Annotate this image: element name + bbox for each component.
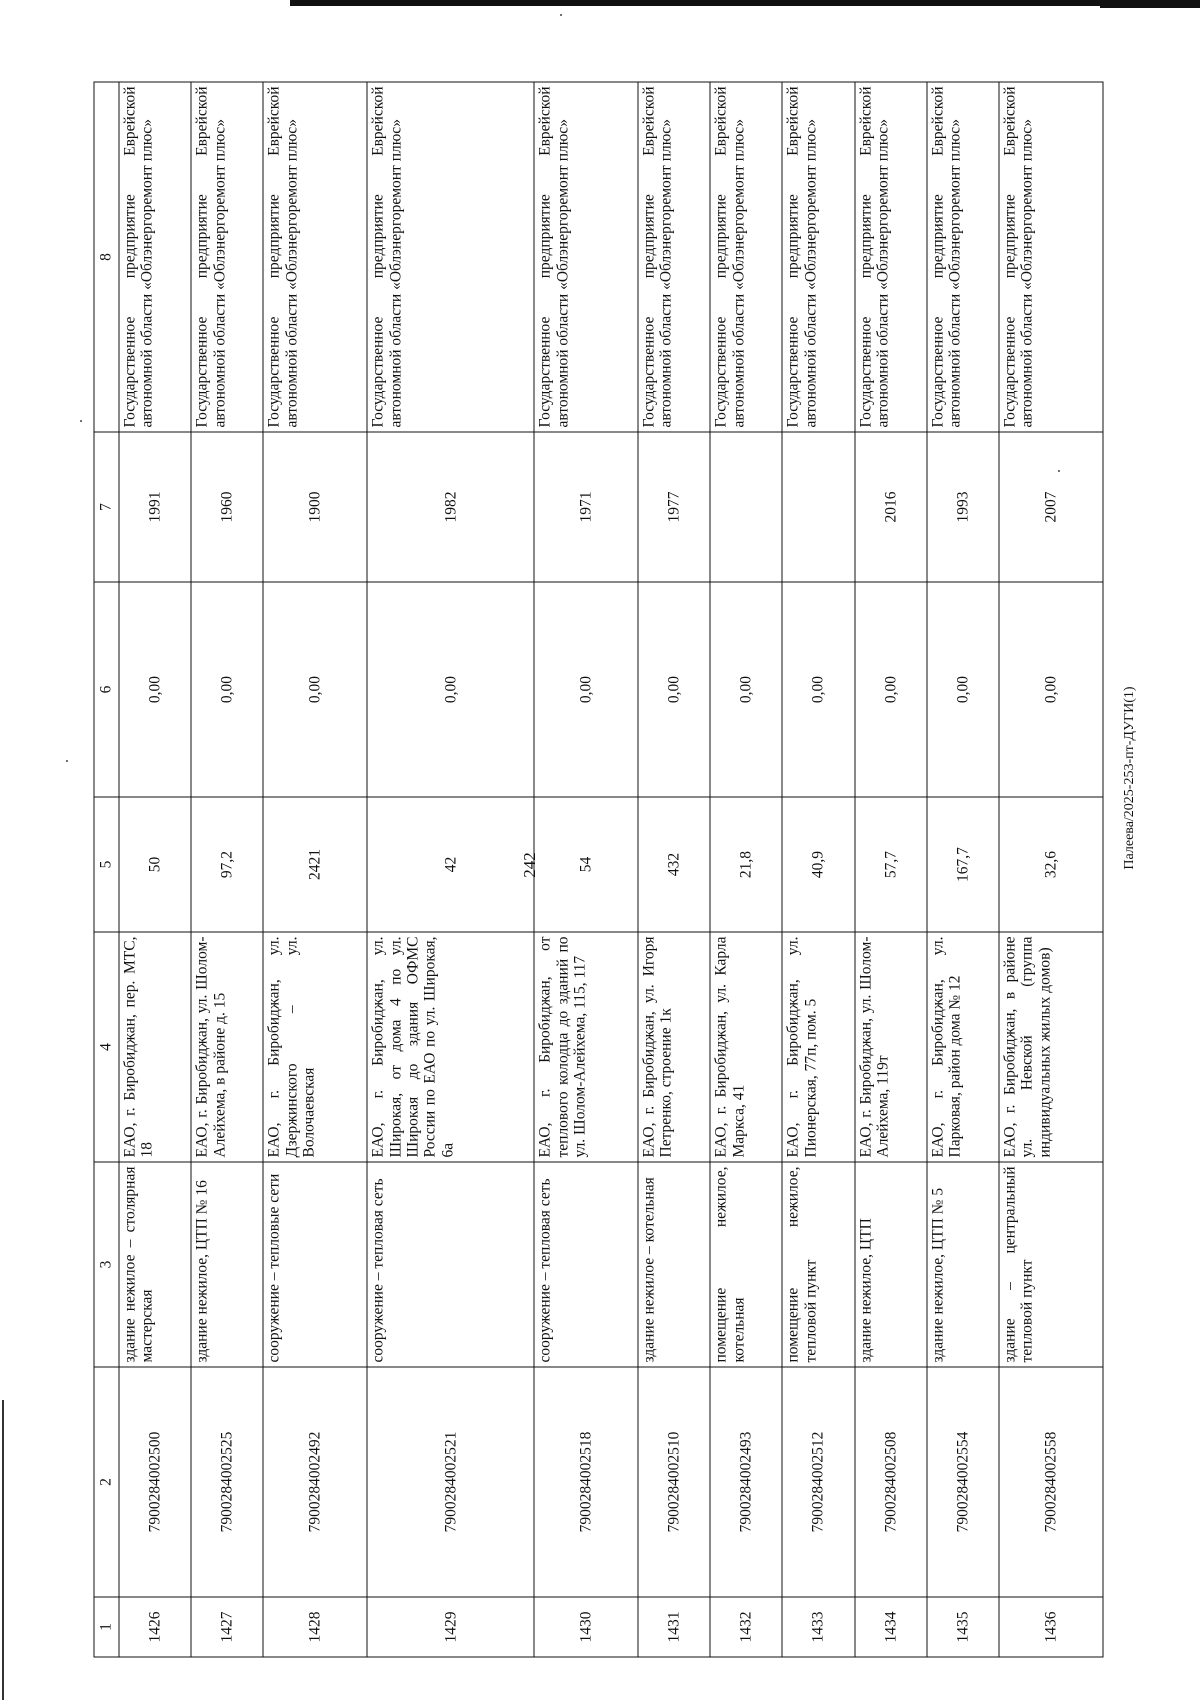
registry-number: 7900284002521 bbox=[367, 1367, 534, 1597]
object-year: 2007 bbox=[999, 432, 1103, 582]
object-name: здание нежилое – котельная bbox=[637, 1162, 709, 1367]
col-header-6: 6 bbox=[94, 582, 119, 797]
row-number: 1435 bbox=[926, 1597, 998, 1657]
row-number: 1428 bbox=[263, 1597, 367, 1657]
registry-number: 7900284002554 bbox=[926, 1367, 998, 1597]
object-value: 0,00 bbox=[367, 582, 534, 797]
object-name: сооружение – тепловые сети bbox=[263, 1162, 367, 1367]
registry-number: 7900284002493 bbox=[710, 1367, 782, 1597]
table-row bbox=[191, 82, 263, 1657]
row-number: 1429 bbox=[367, 1597, 534, 1657]
object-address: ЕАО, г. Биробиджан, пер. МТС, 18 bbox=[119, 932, 191, 1162]
object-year: 2016 bbox=[854, 432, 926, 582]
object-owner: Государственное предприятие Еврейской автономной области «Облэнергоремонт плюс» bbox=[119, 82, 191, 432]
object-owner: Государственное предприятие Еврейской автономной области «Облэнергоремонт плюс» bbox=[710, 82, 782, 432]
col-header-5: 5 bbox=[94, 797, 119, 932]
object-name: здание нежилое, ЦТП № 5 bbox=[926, 1162, 998, 1367]
object-year: 1960 bbox=[191, 432, 263, 582]
object-value: 0,00 bbox=[263, 582, 367, 797]
registry-number: 7900284002510 bbox=[637, 1367, 709, 1597]
table-header-row bbox=[94, 82, 119, 1657]
object-value: 0,00 bbox=[854, 582, 926, 797]
table-row bbox=[637, 82, 709, 1657]
object-owner: Государственное предприятие Еврейской автономной области «Облэнергоремонт плюс» bbox=[191, 82, 263, 432]
object-area: 57,7 bbox=[854, 797, 926, 932]
scan-speck bbox=[80, 420, 82, 422]
object-address: ЕАО, г. Биробиджан, ул. Широкая, от дома 4 по ул. Широкая до здания ОФМС России по ЕАО по ул. Широкая, 6а bbox=[367, 932, 534, 1162]
row-number: 1434 bbox=[854, 1597, 926, 1657]
object-name: помещение нежилое, тепловой пункт bbox=[782, 1162, 854, 1367]
row-number: 1433 bbox=[782, 1597, 854, 1657]
object-address: ЕАО, г. Биробиджан, ул. Шолом-Алейхема, 119т bbox=[854, 932, 926, 1162]
table-row bbox=[263, 82, 367, 1657]
object-year: 1977 bbox=[637, 432, 709, 582]
object-value: 0,00 bbox=[534, 582, 638, 797]
object-address: ЕАО, г. Биробиджан, от теплового колодца до зданий по ул. Шолом-Алейхема, 115, 117 bbox=[534, 932, 638, 1162]
object-year: 1993 bbox=[926, 432, 998, 582]
document-code: Палеева/2025-253-пт-ДУГИ(1) bbox=[1122, 686, 1137, 870]
row-number: 1436 bbox=[999, 1597, 1103, 1657]
col-header-4: 4 bbox=[94, 932, 119, 1162]
object-owner: Государственное предприятие Еврейской автономной области «Облэнергоремонт плюс» bbox=[637, 82, 709, 432]
registry-number: 7900284002525 bbox=[191, 1367, 263, 1597]
object-owner: Государственное предприятие Еврейской автономной области «Облэнергоремонт плюс» bbox=[782, 82, 854, 432]
object-name: здание нежилое, ЦТП bbox=[854, 1162, 926, 1367]
object-year bbox=[710, 432, 782, 582]
object-area: 432 bbox=[637, 797, 709, 932]
object-area: 54 bbox=[534, 797, 638, 932]
table-area bbox=[93, 82, 1103, 1657]
object-year: 1991 bbox=[119, 432, 191, 582]
object-area: 2421 bbox=[263, 797, 367, 932]
object-address: ЕАО, г. Биробиджан, в районе ул. Невской (группа индивидуальных жилых домов) bbox=[999, 932, 1103, 1162]
object-area: 21,8 bbox=[710, 797, 782, 932]
object-owner: Государственное предприятие Еврейской автономной области «Облэнергоремонт плюс» bbox=[854, 82, 926, 432]
object-address: ЕАО, г. Биробиджан, ул. Карла Маркса, 41 bbox=[710, 932, 782, 1162]
object-address: ЕАО, г. Биробиджан, ул. Дзержинского – ул. Волочаевская bbox=[263, 932, 367, 1162]
table-row bbox=[854, 82, 926, 1657]
registry-number: 7900284002558 bbox=[999, 1367, 1103, 1597]
object-name: помещение нежилое, котельная bbox=[710, 1162, 782, 1367]
object-name: здание нежилое – столярная мастерская bbox=[119, 1162, 191, 1367]
registry-number: 7900284002500 bbox=[119, 1367, 191, 1597]
table-row bbox=[119, 82, 191, 1657]
col-header-7: 7 bbox=[94, 432, 119, 582]
object-owner: Государственное предприятие Еврейской автономной области «Облэнергоремонт плюс» bbox=[263, 82, 367, 432]
col-header-1: 1 bbox=[94, 1597, 119, 1657]
table-row bbox=[367, 82, 534, 1657]
object-value: 0,00 bbox=[999, 582, 1103, 797]
col-header-3: 3 bbox=[94, 1162, 119, 1367]
object-address: ЕАО, г. Биробиджан, ул. Шолом-Алейхема, в районе д. 15 bbox=[191, 932, 263, 1162]
object-owner: Государственное предприятие Еврейской автономной области «Облэнергоремонт плюс» bbox=[534, 82, 638, 432]
table-row bbox=[710, 82, 782, 1657]
object-year bbox=[782, 432, 854, 582]
table-row bbox=[534, 82, 638, 1657]
object-value: 0,00 bbox=[926, 582, 998, 797]
page-number: 242 bbox=[520, 852, 539, 878]
object-area: 42 bbox=[367, 797, 534, 932]
scan-top-edge-tail bbox=[1100, 4, 1200, 8]
object-address: ЕАО, г. Биробиджан, ул. Парковая, район дома № 12 bbox=[926, 932, 998, 1162]
object-name: сооружение – тепловая сеть bbox=[534, 1162, 638, 1367]
table-row bbox=[999, 82, 1103, 1657]
object-area: 40,9 bbox=[782, 797, 854, 932]
object-year: 1971 bbox=[534, 432, 638, 582]
object-area: 167,7 bbox=[926, 797, 998, 932]
object-value: 0,00 bbox=[119, 582, 191, 797]
col-header-2: 2 bbox=[94, 1367, 119, 1597]
row-number: 1430 bbox=[534, 1597, 638, 1657]
rotated-table-wrapper bbox=[93, 82, 1103, 1657]
row-number: 1427 bbox=[191, 1597, 263, 1657]
object-area: 97,2 bbox=[191, 797, 263, 932]
object-name: сооружение – тепловая сеть bbox=[367, 1162, 534, 1367]
object-area: 50 bbox=[119, 797, 191, 932]
registry-number: 7900284002518 bbox=[534, 1367, 638, 1597]
object-year: 1900 bbox=[263, 432, 367, 582]
table-row bbox=[782, 82, 854, 1657]
scan-left-edge bbox=[2, 1400, 4, 1700]
table-row bbox=[926, 82, 998, 1657]
object-address: ЕАО, г. Биробиджан, ул. Пионерская, 77п, пом. 5 bbox=[782, 932, 854, 1162]
object-owner: Государственное предприятие Еврейской автономной области «Облэнергоремонт плюс» bbox=[999, 82, 1103, 432]
row-number: 1426 bbox=[119, 1597, 191, 1657]
registry-number: 7900284002512 bbox=[782, 1367, 854, 1597]
registry-number: 7900284002508 bbox=[854, 1367, 926, 1597]
row-number: 1431 bbox=[637, 1597, 709, 1657]
row-number: 1432 bbox=[710, 1597, 782, 1657]
object-value: 0,00 bbox=[637, 582, 709, 797]
object-area: 32,6 bbox=[999, 797, 1103, 932]
object-address: ЕАО, г. Биробиджан, ул. Игоря Петренко, строение 1к bbox=[637, 932, 709, 1162]
object-name: здание – центральный тепловой пункт bbox=[999, 1162, 1103, 1367]
scan-speck bbox=[560, 14, 562, 16]
col-header-8: 8 bbox=[94, 82, 119, 432]
object-value: 0,00 bbox=[191, 582, 263, 797]
registry-number: 7900284002492 bbox=[263, 1367, 367, 1597]
object-year: 1982 bbox=[367, 432, 534, 582]
object-owner: Государственное предприятие Еврейской автономной области «Облэнергоремонт плюс» bbox=[367, 82, 534, 432]
property-table bbox=[93, 81, 1103, 1657]
object-value: 0,00 bbox=[782, 582, 854, 797]
scan-top-edge bbox=[290, 0, 1200, 6]
object-owner: Государственное предприятие Еврейской автономной области «Облэнергоремонт плюс» bbox=[926, 82, 998, 432]
object-name: здание нежилое, ЦТП № 16 bbox=[191, 1162, 263, 1367]
object-value: 0,00 bbox=[710, 582, 782, 797]
scan-speck bbox=[66, 760, 68, 762]
